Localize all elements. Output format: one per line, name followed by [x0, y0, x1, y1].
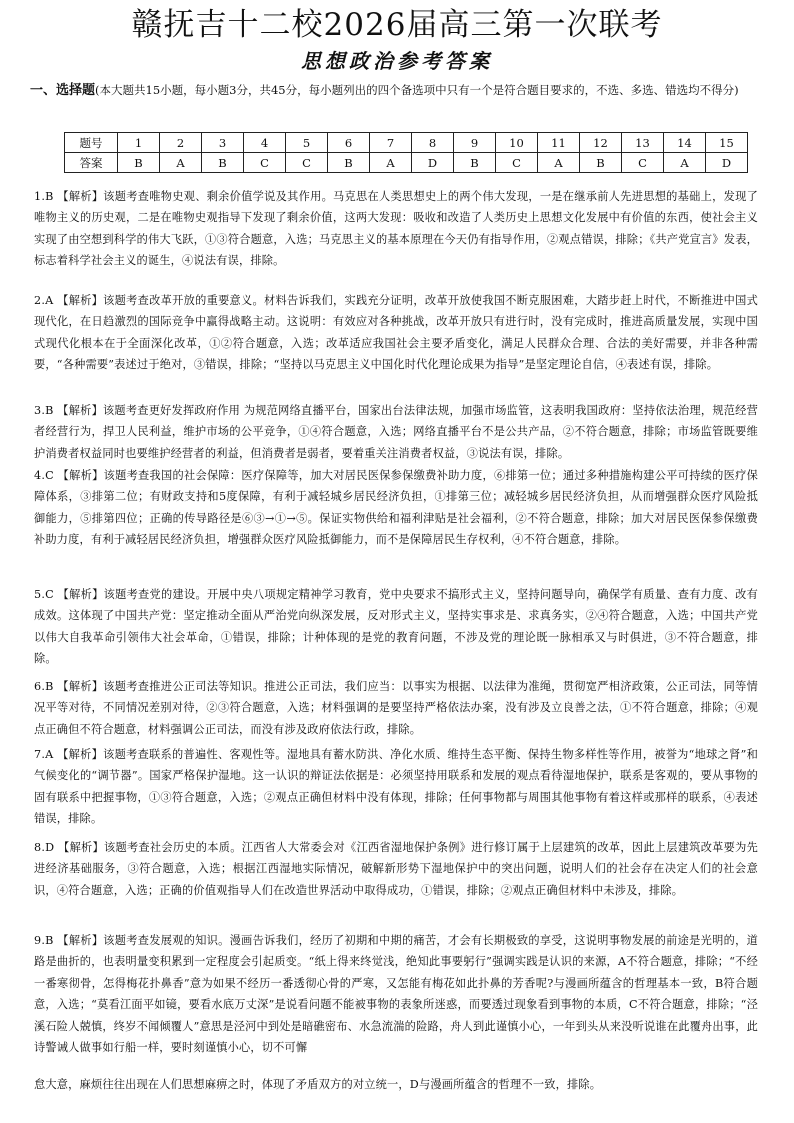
number-cell: 3 — [202, 133, 244, 153]
answer-cell: A — [664, 153, 706, 173]
section-note: (本大题共15小题，每小题3分，共45分，每小题列出的四个备选项中只有一个是符合题目要求的，不选、多选、错选均不得分) — [95, 83, 739, 97]
explanation-item-7: 7.A 【解析】该题考查联系的普遍性、客观性等。湿地具有蓄水防洪、净化水质、维持生态平衡、保持生物多样性等作用，被誉为“地球之肾”和气候变化的“调节器”。国家严格保护湿地。这一认识的辩证法依据是：必须坚持用联系和发展的观点看待湿地保护，联系是客观的，要从事物的固有联系中把握事物，①③符合题意，入选；②观点正确但材料中没有体现，排除；任何事物都与周围其他事物有着这样或那样的联系，④表述错误，排除。 — [34, 748, 758, 826]
number-cell: 11 — [538, 133, 580, 153]
answer-cell: A — [370, 153, 412, 173]
number-cell: 8 — [412, 133, 454, 153]
page-title: 赣抚吉十二校2026届高三第一次联考 — [131, 7, 663, 43]
answer-cell: B — [454, 153, 496, 173]
explanation-item-3: 3.B 【解析】该题考查更好发挥政府作用 为规范网络直播平台，国家出台法律法规，加强市场监管，这表明我国政府：坚持依法治理，规范经营者经营行为，捍卫人民利益，维护市场的公平竞争，①④符合题意，入选；网络直播平台不是公共产品，②不符合题意，排除；市场监管既要维护消费者权益同时也要维护经营者的利益，但消费者是弱者，要着重关注消费者权益，③说法有误，排除。 — [34, 404, 758, 460]
explanation-item-5: 5.C 【解析】该题考查党的建设。开展中央八项规定精神学习教育，党中央要求不搞形式主义，坚持问题导向，确保学有质量、查有力度、改有成效。这体现了中国共产党：坚定推动全面从严治党向纵深发展，反对形式主义，坚持实事求是、求真务实，②④符合题意，入选；中国共产党以伟大自我革命引领伟大社会革命，①错误，排除；计种体现的是党的教育问题，不涉及党的理论既一脉相承又与时俱进，③不符合题意，排除。 — [34, 588, 758, 666]
number-cell: 14 — [664, 133, 706, 153]
answer-cell: B — [202, 153, 244, 173]
explanation-item-9: 9.B 【解析】该题考查发展观的知识。漫画告诉我们，经历了初期和中期的痛苦，才会有长期极致的享受，这说明事物发展的前途是光明的，道路是曲折的，也表明量变积累到一定程度会引起质变。“纸上得来终觉浅，绝知此事要躬行”强调实践是认识的来源，A不符合题意，排除；“不经一番寒彻骨，怎得梅花扑鼻香”意为如果不经历一番透彻心骨的严寒，又怎能有梅花如此扑鼻的芳香呢?与漫画所蕴含的哲理基本一致，B符合题意，入选；“莫看江面平如镜，要看水底万丈深”是说看问题不能被事物的表象所迷惑，而要透过现象看到事物的本质，C不符合题意，排除；“泾溪石险人兢慎，终岁不闻倾覆人”意思是泾河中到处是暗礁密布、水急流湍的险路，舟人到此谨慎小心，一年到头从来没听说谁在此覆舟出事，此诗警诫人做事如行船一样，要时刻谨慎小心，切不可懈 — [34, 934, 758, 1055]
table-row-answers — [65, 153, 748, 173]
section-label: 一、选择题 — [30, 83, 96, 98]
table-row-numbers — [65, 133, 748, 153]
table-header-cell: 题号 — [65, 133, 118, 153]
explanation-item-9-continued: 怠大意，麻烦往往出现在人们思想麻痹之时，体现了矛盾双方的对立统一，D与漫画所蕴含的哲理不一致，排除。 — [34, 1078, 602, 1091]
answer-cell: C — [244, 153, 286, 173]
section-heading — [30, 80, 770, 101]
explanation-item-4: 4.C 【解析】该题考查我国的社会保障：医疗保障等，加大对居民医保参保缴费补助力度，⑥排第一位；通过多种措施构建公平可持续的医疗保障体系，③排第二位；有财政支持和5度保障，有利于减轻城乡居民经济负担，①排第三位；减轻城乡居民经济负担，从而增强群众医疗风险抵御能力，⑤排第四位；正确的传导路径是⑥③→①→⑤。保证实物供给和福利津贴是社会福利，②不符合题意，排除；加大对居民医保参保缴费补助力度，有利于减轻居民经济负担，增强群众医疗风险抵御能力，而不是保障居民生存权利，④不符合题意，排除。 — [34, 469, 758, 547]
answer-cell: B — [580, 153, 622, 173]
number-cell: 10 — [496, 133, 538, 153]
number-cell: 6 — [328, 133, 370, 153]
number-cell: 4 — [244, 133, 286, 153]
answer-cell: C — [286, 153, 328, 173]
table-header-cell: 答案 — [65, 153, 118, 173]
answer-cell: A — [160, 153, 202, 173]
answer-cell: D — [412, 153, 454, 173]
explanation-item-6: 6.B 【解析】该题考查推进公正司法等知识。推进公正司法，我们应当：以事实为根据、以法律为准绳，贯彻宽严相济政策，公正司法，同等情况平等对待，不同情况差别对待，②③符合题意，入选；材料强调的是要坚持严格依法办案，没有涉及立良善之法，①不符合题意，排除；④观点正确但不符合题意，材料强调公正司法，而没有涉及政府依法行政，排除。 — [34, 680, 758, 736]
number-cell: 12 — [580, 133, 622, 153]
number-cell: 13 — [622, 133, 664, 153]
answer-cell: B — [118, 153, 160, 173]
answer-table — [64, 132, 748, 173]
explanation-item-2: 2.A 【解析】该题考查改革开放的重要意义。材料告诉我们，实践充分证明，改革开放使我国不断克服困难，大踏步赶上时代，不断推进中国式现代化，在日趋激烈的国际竞争中赢得战略主动。这说明：有效应对各种挑战，改革开放只有进行时，没有完成时，推进高质量发展，实现中国式现代化根本在于全面深化改革，①②符合题意，入选；改革适应我国社会主要矛盾变化，满足人民群众合理、合法的美好需要，并非各种需要，“各种需要”表述过于绝对，③错误，排除；“坚持以马克思主义中国化时代化理论成果为指导”是坚定理论自信，④表述有误，排除。 — [34, 294, 758, 372]
answer-cell: C — [622, 153, 664, 173]
number-cell: 15 — [706, 133, 748, 153]
answer-cell: D — [706, 153, 748, 173]
answer-cell: A — [538, 153, 580, 173]
explanation-item-8: 8.D 【解析】该题考查社会历史的本质。江西省人大常委会对《江西省湿地保护条例》进行修订属于上层建筑的改革，因此上层建筑改革要为先进经济基础服务，③符合题意，入选；根据江西湿地实际情况，破解新形势下湿地保护中的突出问题，说明人们的社会存在决定人们的社会意识，④符合题意，入选；正确的价值观指导人们在改造世界活动中取得成功，①错误，排除；②观点正确但材料中未涉及，排除。 — [34, 841, 758, 897]
number-cell: 5 — [286, 133, 328, 153]
explanation-item-1: 1.B 【解析】该题考查唯物史观、剩余价值学说及其作用。马克思在人类思想史上的两个伟大发现，一是在继承前人先进思想的基础上，发现了唯物主义的历史观，二是在唯物史观指导下发现了剩余价值，这两大发现：吸收和改造了人类历史上思想文化发展中有价值的东西，使社会主义实现了由空想到科学的伟大飞跃，①③符合题意，入选；马克思主义的基本原理在今天仍有指导作用，②观点错误，排除；《共产党宣言》发表，标志着科学社会主义的诞生，④说法有误，排除。 — [34, 190, 758, 268]
number-cell: 2 — [160, 133, 202, 153]
number-cell: 1 — [118, 133, 160, 153]
number-cell: 7 — [370, 133, 412, 153]
answer-cell: C — [496, 153, 538, 173]
number-cell: 9 — [454, 133, 496, 153]
page-subtitle: 思想政治参考答案 — [301, 49, 493, 73]
answer-cell: B — [328, 153, 370, 173]
